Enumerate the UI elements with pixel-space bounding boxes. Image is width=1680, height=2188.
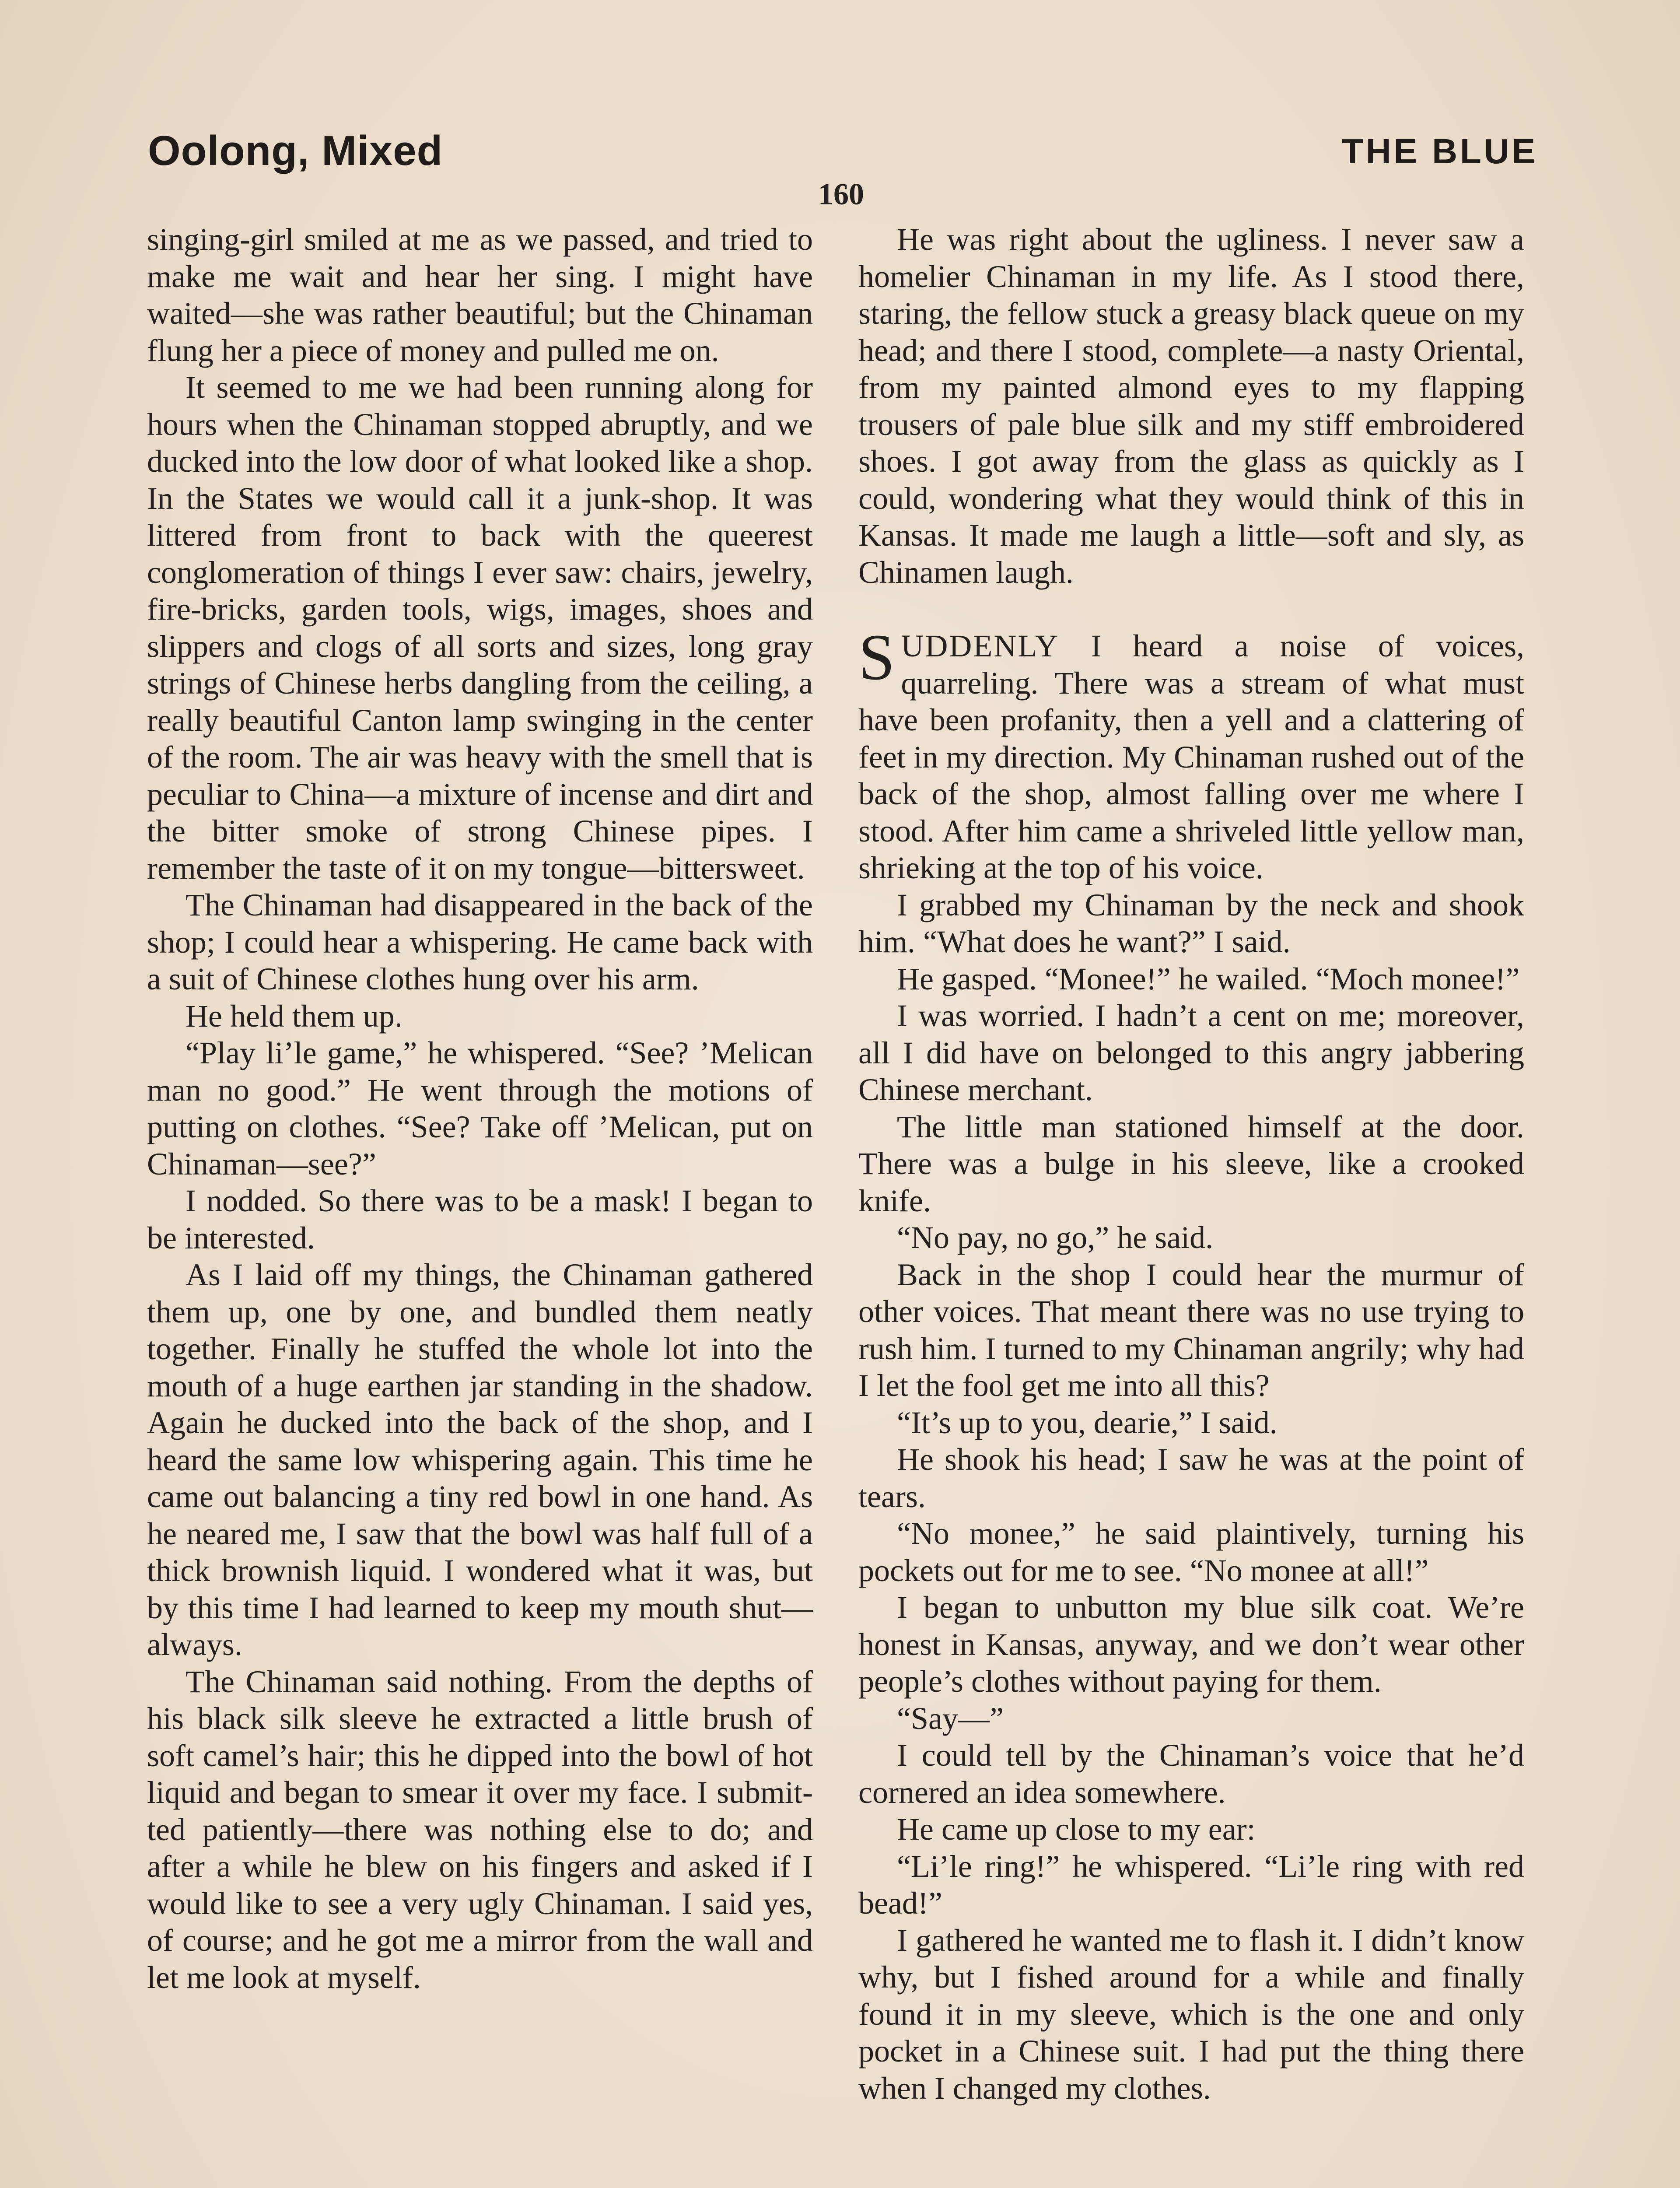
paragraph: I grabbed my Chinaman by the neck and shook him. “What does he want?” I said. xyxy=(858,887,1524,959)
running-head-magazine-title: THE BLUE xyxy=(1342,132,1538,171)
opening-caps: UDDENLY xyxy=(901,628,1060,663)
paragraph: He was right about the ugliness. I never saw a homelier Chinaman in my life. As I stood there, staring, the fellow stuck a greasy black queue on my head; and there I stood, complete—a nasty Oriental, from my painted almond eyes to my flapping trousers of pale blue silk and my stiff embroidered shoes. I got away from the glass as quickly as I could, wondering what they would think of this in Kansas. It made me laugh a little—soft and sly, as Chinamen laugh. xyxy=(858,222,1524,590)
drop-cap: S xyxy=(858,621,895,694)
paragraph: “No pay, no go,” he said. xyxy=(897,1220,1214,1255)
paragraph: I was worried. I hadn’t a cent on me; moreover, all I did have on belonged to this angry jabbering Chinese merchant. xyxy=(858,998,1524,1107)
paragraph: He shook his head; I saw he was at the point of tears. xyxy=(858,1442,1524,1514)
left-column xyxy=(147,221,813,1996)
paragraph: I gathered he wanted me to flash it. I didn’t know why, but I fished around for a while and finally found it in my sleeve, which is the one and only pocket in a Chinese suit. I had put the thing there when I changed my clothes. xyxy=(858,1922,1524,2106)
paragraph: The little man stationed himself at the door. There was a bulge in his sleeve, like a crooked knife. xyxy=(858,1109,1524,1218)
paragraph: “Play li’le game,” he whispered. “See? ’Melican man no good.” He went through the motions of putting on clothes. “See? Take off ’Melican, put on Chinaman—see?” xyxy=(147,1035,813,1182)
paragraph: I could tell by the Chinaman’s voice that he’d cornered an idea somewhere. xyxy=(858,1738,1524,1810)
paragraph: It seemed to me we had been running along for hours when the Chinaman stopped abruptly, and we ducked into the low door of what looked like a shop. In the States we would call it a junk-shop. It was littered from front to back with the queerest conglomeration of things I ever saw: chairs, jewelry, fire-bricks, garden tools, wigs, images, shoes and slippers and clogs of all sorts and sizes, long gray strings of Chinese herbs dangling from the ceiling, a really beautiful Canton lamp swinging in the center of the room. The air was heavy with the smell that is peculiar to China—a mixture of incense and dirt and the bitter smoke of strong Chinese pipes. I remember the taste of it on my tongue—bittersweet. xyxy=(147,370,813,886)
running-head-story-title: Oolong, Mixed xyxy=(148,127,443,174)
right-column xyxy=(858,221,1524,2107)
paragraph: Back in the shop I could hear the murmur of other voices. That meant there was no use trying to rush him. I turned to my Chinaman angrily; why had I let the fool get me into all this? xyxy=(858,1257,1524,1403)
opening-text: I heard a noise of voices, quarreling. There was a stream of what must have been profanity, then a yell and a clattering of feet in my direction. My Chinaman rushed out of the back of the shop, almost falling over me where I stood. After him came a shriveled little yellow man, shrieking at the top of his voice. xyxy=(858,628,1524,885)
paragraph: He came up close to my ear: xyxy=(897,1812,1256,1847)
page-number: 160 xyxy=(818,178,864,211)
paragraph: “It’s up to you, dearie,” I said. xyxy=(897,1405,1278,1440)
paragraph: “Say—” xyxy=(897,1701,1004,1736)
paragraph: “Li’le ring!” he whispered. “Li’le ring with red bead!” xyxy=(858,1848,1524,1921)
paragraph: He held them up. xyxy=(186,998,402,1034)
paragraph: He gasped. “Monee!” he wailed. “Moch monee!” xyxy=(897,961,1520,996)
paragraph: I nodded. So there was to be a mask! I began to be interested. xyxy=(147,1183,813,1255)
paragraph: “No monee,” he said plaintively, turning his pockets out for me to see. “No monee at all!” xyxy=(858,1516,1524,1588)
paragraph: singing-girl smiled at me as we passed, and tried to make me wait and hear her sing. I might have waited—she was rather beautiful; but the Chinaman flung her a piece of money and pulled me on. xyxy=(147,222,813,368)
paragraph: As I laid off my things, the Chinaman gathered them up, one by one, and bundled them neatly together. Finally he stuffed the whole lot into the mouth of a huge earthen jar standing in the shadow. Again he ducked into the back of the shop, and I heard the same low whispering again. This time he came out balancing a tiny red bowl in one hand. As he neared me, I saw that the bowl was half full of a thick brownish liquid. I wondered what it was, but by this time I had learned to keep my mouth shut—always. xyxy=(147,1257,813,1662)
section-opening-paragraph xyxy=(858,621,1524,887)
paragraph: I began to unbutton my blue silk coat. We’re honest in Kansas, anyway, and we don’t wear other people’s clothes without paying for them. xyxy=(858,1590,1524,1699)
paragraph: The Chinaman said nothing. From the depths of his black silk sleeve he extracted a little brush of soft camel’s hair; this he dipped into the bowl of hot liquid and began to smear it over my face. I submitted patiently—there was nothing else to do; and after a while he blew on his fingers and asked if I would like to see a very ugly Chinaman. I said yes, of course; and he got me a mirror from the wall and let me look at myself. xyxy=(147,1664,813,1995)
paragraph: The Chinaman had disappeared in the back of the shop; I could hear a whispering. He came back with a suit of Chinese clothes hung over his arm. xyxy=(147,887,813,996)
